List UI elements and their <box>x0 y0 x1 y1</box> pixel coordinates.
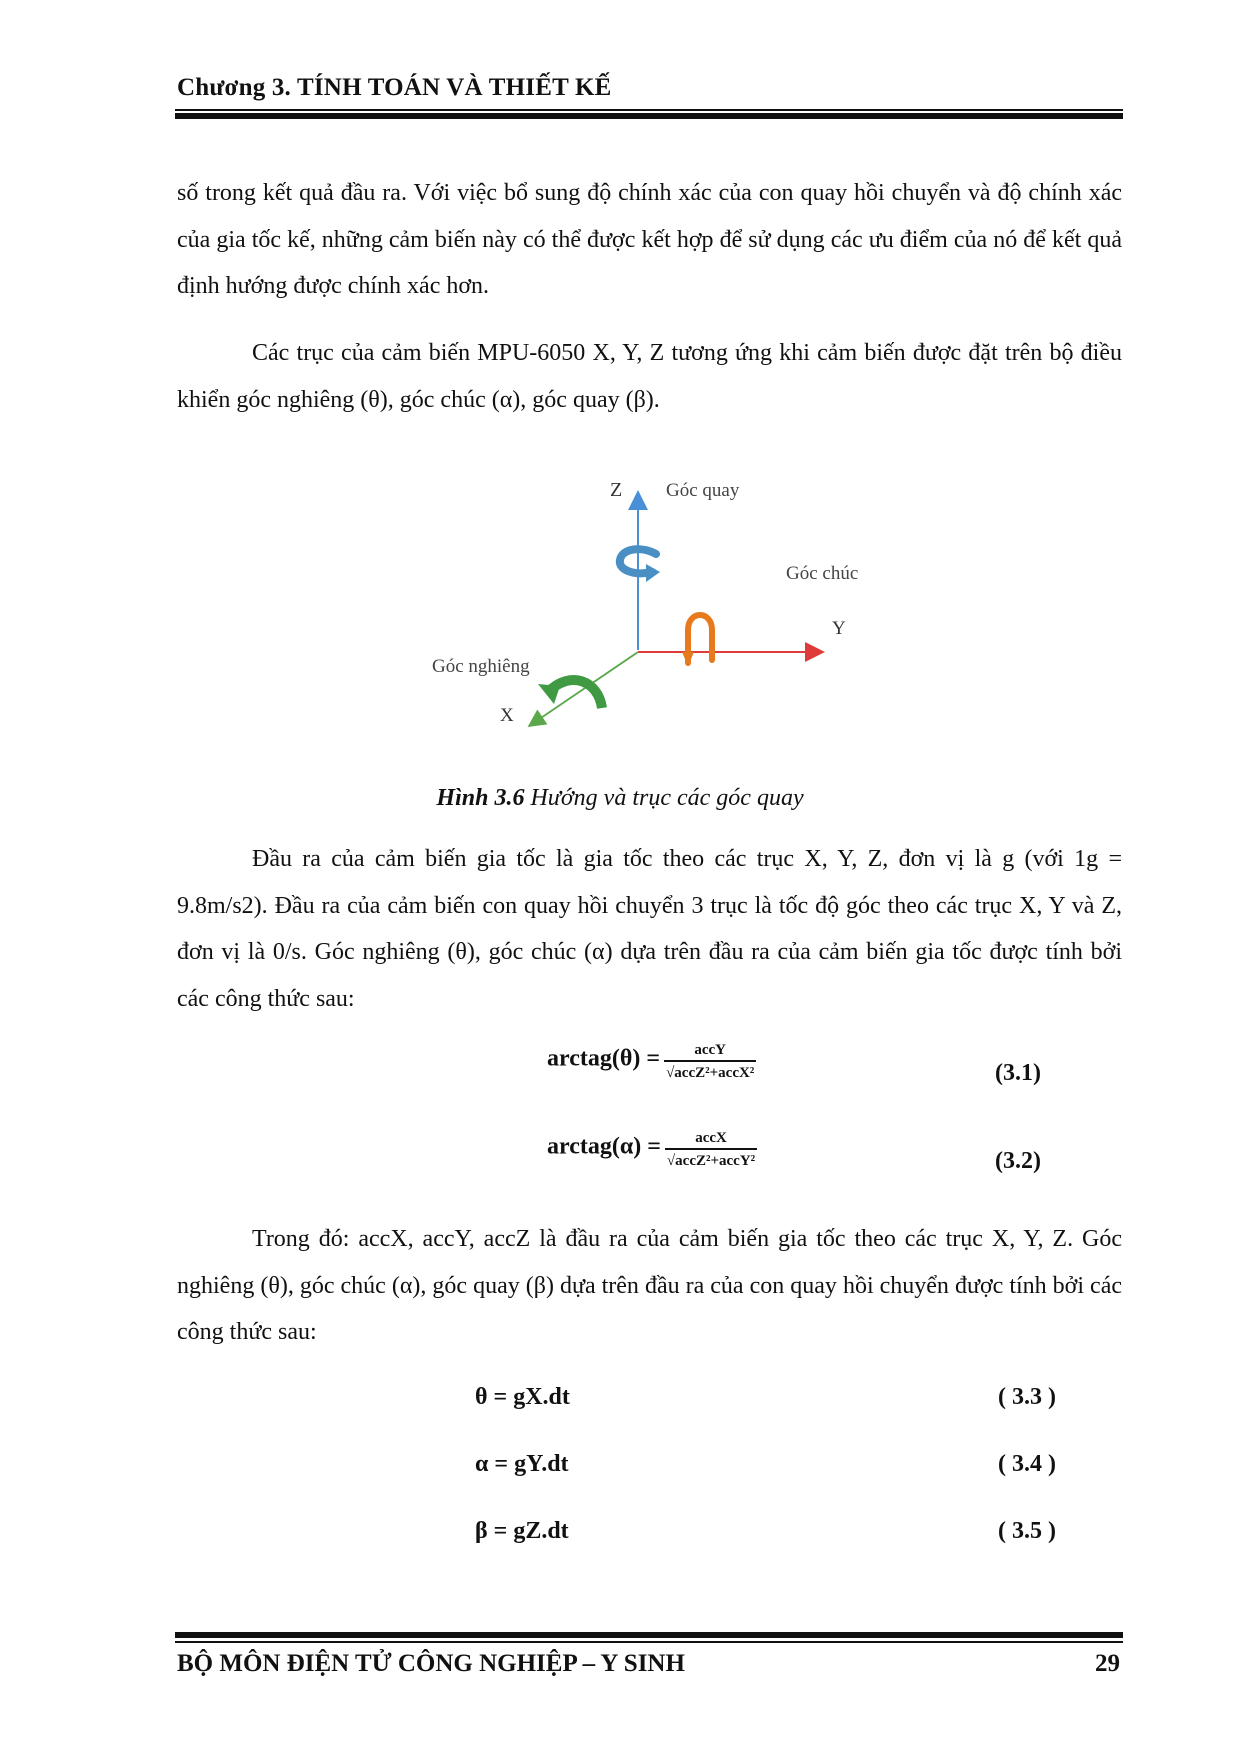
footer-rule-thick <box>175 1632 1123 1638</box>
paragraph-3-text: Đầu ra của cảm biến gia tốc là gia tốc theo các trục X, Y, Z, đơn vị là g (với 1g = 9.8m/s2). Đầu ra của cảm biến con quay hồi chuyển 3 trục là tốc độ góc theo các trục X, Y và Z, đơn vị là 0/s. Góc nghiêng (θ), góc chúc (α) dựa trên đầu ra của cảm biến gia tốc được tính bởi các công thức sau: <box>177 846 1122 1012</box>
equation-3-1-denominator: accZ²+accX² <box>674 1065 755 1081</box>
equation-3-1 <box>547 1040 756 1084</box>
figure-caption-number: Hình 3.6 <box>436 785 525 811</box>
equation-3-2 <box>547 1128 757 1172</box>
figure-caption <box>0 785 1240 812</box>
label-pitch: Góc chúc <box>786 563 859 584</box>
header-rule-thick <box>175 113 1123 119</box>
equation-3-2-lhs: arctag(α) = <box>547 1133 661 1160</box>
header-rule-thin <box>175 109 1123 111</box>
footer-department: BỘ MÔN ĐIỆN TỬ CÔNG NGHIỆP – Y SINH <box>177 1650 685 1677</box>
equation-3-3-number: ( 3.3 ) <box>998 1384 1056 1410</box>
figure-caption-text: Hướng và trục các góc quay <box>524 785 804 811</box>
paragraph-4-text: Trong đó: accX, accY, accZ là đầu ra của cảm biến gia tốc theo các trục X, Y, Z. Góc nghiêng (θ), góc chúc (α), góc quay (β) dựa trên đầu ra của con quay hồi chuyển được tính bởi các công thức sau: <box>177 1226 1122 1345</box>
paragraph-1 <box>177 170 1122 310</box>
paragraph-2-text: Các trục của cảm biến MPU-6050 X, Y, Z tương ứng khi cảm biến được đặt trên bộ điều khiển góc nghiêng (θ), góc chúc (α), góc quay (β). <box>177 340 1122 413</box>
footer-rule-thin <box>175 1641 1123 1643</box>
paragraph-2 <box>177 330 1122 423</box>
yaw-rotation-arrow <box>620 549 660 582</box>
equation-3-5: β = gZ.dt <box>475 1518 569 1544</box>
label-y: Y <box>832 618 846 639</box>
equation-3-4-number: ( 3.4 ) <box>998 1451 1056 1477</box>
equation-3-2-numerator: accX <box>695 1130 727 1146</box>
rotation-axes-figure <box>420 460 890 750</box>
paragraph-1-text: số trong kết quả đầu ra. Với việc bổ sung độ chính xác của con quay hồi chuyển và độ chính xác của gia tốc kế, những cảm biến này có thể được kết hợp để sử dụng các ưu điểm của nó để kết quả định hướng được chính xác hơn. <box>177 180 1122 299</box>
equation-3-4: α = gY.dt <box>475 1451 569 1477</box>
label-roll: Góc nghiêng <box>432 656 530 677</box>
label-x: X <box>500 705 514 726</box>
equation-3-1-fraction: $\frac{\text{accY}}{\text{√accZ²+accX²}}$ <box>664 1040 756 1084</box>
equation-3-1-number: (3.1) <box>995 1060 1041 1086</box>
equation-3-1-lhs: arctag(θ) = <box>547 1045 661 1072</box>
equation-3-2-denominator: accZ²+accY² <box>675 1153 756 1169</box>
paragraph-3 <box>177 836 1122 1022</box>
label-yaw: Góc quay <box>666 480 740 501</box>
equation-3-3: θ = gX.dt <box>475 1384 570 1410</box>
equation-3-2-number: (3.2) <box>995 1148 1041 1174</box>
chapter-title: Chương 3. TÍNH TOÁN VÀ THIẾT KẾ <box>177 74 612 101</box>
page-number: 29 <box>1095 1650 1120 1677</box>
equation-3-5-number: ( 3.5 ) <box>998 1518 1056 1544</box>
pitch-rotation-arrow <box>682 615 712 666</box>
roll-rotation-arrow <box>538 680 602 708</box>
paragraph-4 <box>177 1216 1122 1356</box>
equation-3-2-fraction: $\frac{\text{accX}}{\text{√accZ²+accY²}}$ <box>665 1128 757 1172</box>
equation-3-1-numerator: accY <box>694 1042 727 1058</box>
label-z: Z <box>610 479 623 501</box>
